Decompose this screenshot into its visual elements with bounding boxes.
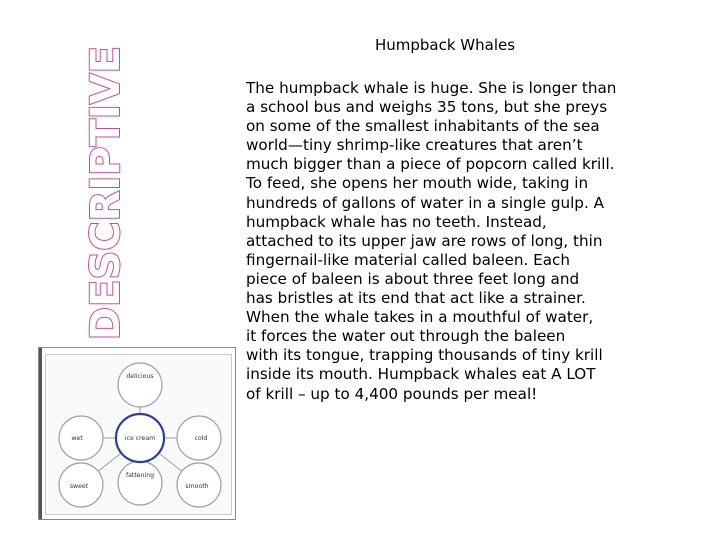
image-canvas [45,354,232,515]
side-title [83,45,130,341]
web-center-label: ice cream [124,435,156,442]
web-node-label-delicious: delicious [126,373,154,380]
web-node-circle-fattening [118,461,162,505]
web-node-label-wet: wet [71,435,83,442]
word-web-diagram [46,355,234,517]
web-node-label-smooth: smooth [185,483,209,490]
body-paragraph: The humpback whale is huge. She is longer than a school bus and weighs 35 tons, but she preys on some of the smallest inhabitants of the sea world—tiny shrimp-like creatures that aren’t much bigger than a piece of popcorn called krill. To feed, she opens her mouth wide, taking in hundreds of gallons of water in a single gulp. A humpback whale has no teeth. Instead, attached to its upper jaw are rows of long, thin fingernail-like material called baleen. Each piece of baleen is about three feet long and has bristles at its end that act like a strainer. When the whale takes in a mouthful of water, it forces the water out through the baleen with its tongue, trapping thousands of tiny krill inside its mouth. Humpback whales eat A LOT of krill – up to 4,400 pounds per meal! [246,79,617,403]
web-node-label-cold: cold [194,435,208,442]
web-node-circle-delicious [118,363,162,407]
page-title: Humpback Whales [374,36,516,54]
side-title-text: DESCRIPTIVE [83,45,130,341]
web-node-label-sweet: sweet [69,483,89,490]
web-node-label-fattening: fattening [125,472,155,479]
descriptive-web-image [38,347,236,520]
